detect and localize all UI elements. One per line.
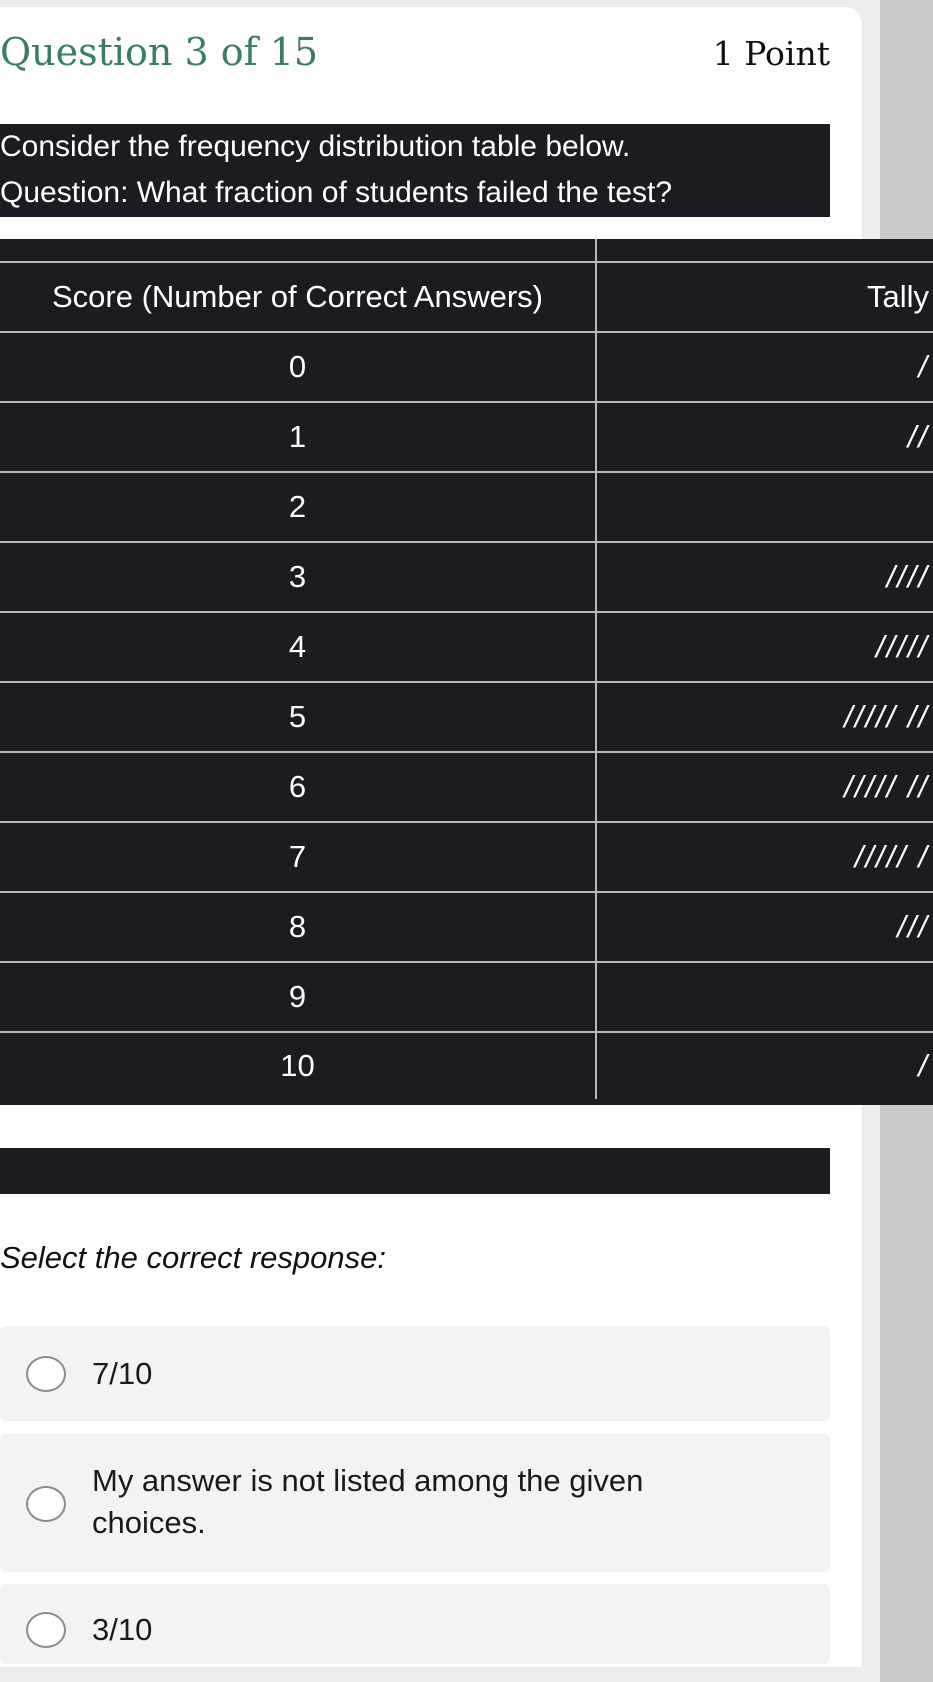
table-row [0, 892, 933, 962]
score-cell: 8 [0, 892, 596, 962]
radio-button-icon[interactable] [26, 1486, 66, 1522]
tally-cell: //// [596, 542, 933, 612]
table-header-row [0, 262, 933, 332]
table-row [0, 1032, 933, 1099]
score-cell: 6 [0, 752, 596, 822]
answer-choice-2[interactable] [0, 1434, 830, 1572]
choice-label: 3/10 [92, 1612, 153, 1647]
response-instruction: Select the correct response: [0, 1240, 386, 1275]
score-cell: 2 [0, 472, 596, 542]
tally-cell: /// [596, 892, 933, 962]
choice-label: My answer is not listed among the given choices. [92, 1463, 644, 1540]
choice-label: 7/10 [92, 1356, 153, 1391]
score-cell: 3 [0, 542, 596, 612]
tally-cell: ///// // [596, 752, 933, 822]
question-title: Question 3 of 15 [0, 30, 319, 74]
tally-cell: // [596, 402, 933, 472]
table-row [0, 472, 933, 542]
column-header-tally: Tally [596, 262, 933, 332]
radio-button-icon[interactable] [26, 1356, 66, 1392]
frequency-table-container [0, 239, 933, 1105]
answer-choice-3[interactable] [0, 1584, 830, 1664]
prompt-line-1: Consider the frequency distribution table below. [0, 130, 631, 163]
tally-cell: ///// [596, 612, 933, 682]
table-row [0, 542, 933, 612]
tally-cell: ///// // [596, 682, 933, 752]
tally-cell: ///// / [596, 822, 933, 892]
answer-choice-1[interactable] [0, 1326, 830, 1421]
table-row [0, 822, 933, 892]
tally-cell [596, 472, 933, 542]
prompt-line-2: Question: What fraction of students failed the test? [0, 176, 673, 209]
score-cell: 1 [0, 402, 596, 472]
question-points: 1 Point [712, 34, 830, 73]
table-row [0, 962, 933, 1032]
score-cell: 9 [0, 962, 596, 1032]
frequency-table [0, 239, 933, 1099]
table-row [0, 612, 933, 682]
score-cell: 0 [0, 332, 596, 402]
table-row [0, 332, 933, 402]
question-header [0, 22, 830, 82]
score-cell: 7 [0, 822, 596, 892]
tally-cell: / [918, 1048, 929, 1083]
blank-dark-bar [0, 1148, 830, 1194]
radio-button-icon[interactable] [26, 1612, 66, 1648]
table-row [0, 402, 933, 472]
score-cell: 4 [0, 612, 596, 682]
table-row [0, 682, 933, 752]
question-prompt [0, 124, 830, 217]
tally-cell [596, 962, 933, 1032]
score-cell: 5 [0, 682, 596, 752]
tally-cell: / [596, 332, 933, 402]
table-row [0, 752, 933, 822]
column-header-score: Score (Number of Correct Answers) [0, 262, 596, 332]
table-spacer-row [0, 239, 933, 262]
score-cell: 10 [0, 1032, 596, 1099]
